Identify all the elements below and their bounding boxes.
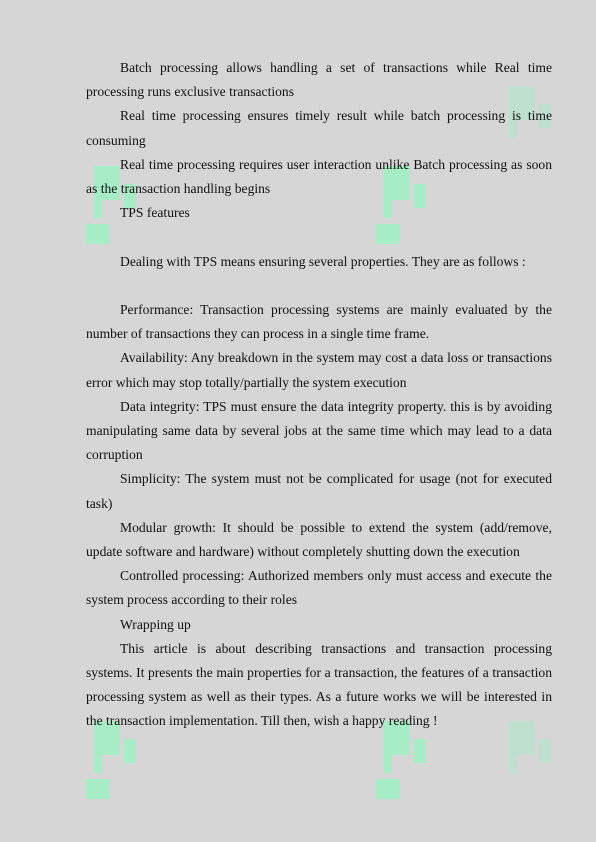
heading-wrapping-up: Wrapping up [120, 616, 191, 632]
paragraph-data-integrity: Data integrity: TPS must ensure the data integrity property. this is by avoiding manipulating same data by several jobs at the same time which may lead to a data corruption [86, 398, 552, 463]
paragraph-simplicity: Simplicity: The system must not be complicated for usage (not for executed task) [86, 471, 552, 511]
paragraph-timely-result: Real time processing ensures timely result while batch processing is time consuming [86, 108, 552, 148]
paragraph-performance: Performance: Transaction processing systems are mainly evaluated by the number of transactions they can process in a single time frame. [86, 302, 552, 342]
paragraph-availability: Availability: Any breakdown in the system may cost a data loss or transactions error which may stop totally/partially the system execution [86, 350, 552, 390]
paragraph-batch-vs-realtime: Batch processing allows handling a set of transactions while Real time processing runs exclusive transactions [86, 60, 552, 100]
heading-tps-features: TPS features [120, 205, 190, 221]
paragraph-tps-properties-intro: Dealing with TPS means ensuring several properties. They are as follows : [120, 253, 526, 269]
paragraph-controlled-processing: Controlled processing: Authorized members only must access and execute the system process according to their roles [86, 568, 552, 608]
paragraph-user-interaction: Real time processing requires user interaction unlike Batch processing as soon as the transaction handling begins [86, 156, 552, 197]
paragraph-conclusion: This article is about describing transactions and transaction processing systems. It presents the main properties for a transaction, the features of a transaction processing system as well as their types. As a future works we will be interested in the transaction implementation. Till then, wish a happy reading ! [86, 640, 552, 729]
body-text [86, 56, 552, 734]
paragraph-modular-growth: Modular growth: It should be possible to extend the system (add/remove, update software and hardware) without completely shutting down the execution [86, 519, 552, 560]
